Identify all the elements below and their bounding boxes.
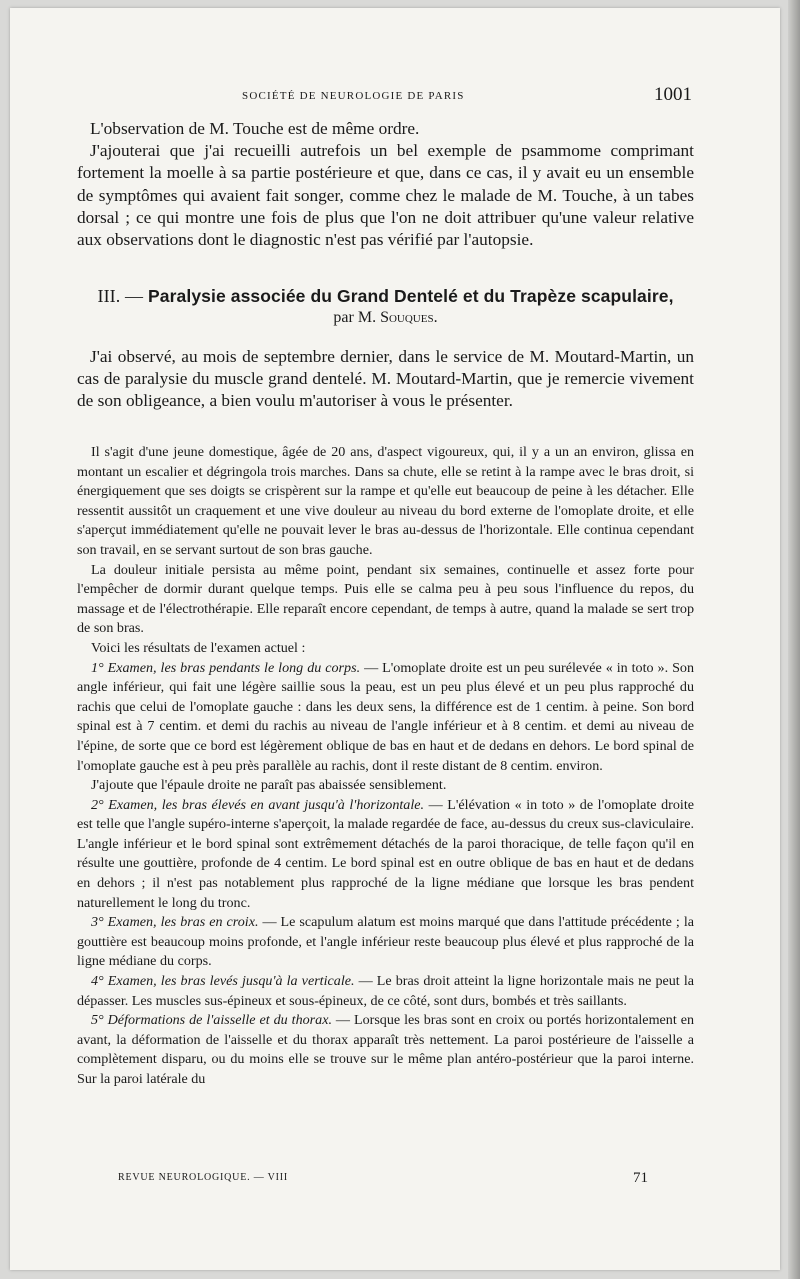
section-byline xyxy=(77,309,694,327)
page-number: 1001 xyxy=(654,84,692,105)
exam-2-text: — L'élévation « in toto » de l'omoplate droite est telle que l'angle supéro-interne s'aperçoit, la malade regardée de face, au-dessus du creux sus-claviculaire. L'angle inférieur et le bord spinal sont extrêmement détachés de la paroi thoracique, de telle façon qu'il en résulte une gouttière, profonde de 4 centim. Le bord spinal est en outre oblique de bas en haut et de dedans en dehors ; il n'est pas notablement plus rapproché de la ligne médiane que lorsque les bras pendent naturellement le long du tronc. xyxy=(77,796,694,911)
author-name: Souques. xyxy=(380,309,438,326)
intro-paragraph-2: J'ajouterai que j'ai recueilli autrefois un bel exemple de psammome comprimant fortement la moelle à sa partie postérieure et que, dans ce cas, il y avait eu un ensemble de symptômes qui avaient fait songer, comme chez le malade de M. Touche, à un tabes dorsal ; ce qui montre une fois de plus que l'on ne doit attribuer qu'une valeur relative aux observations dont le diagnostic n'est pas vérifié par l'autopsie. xyxy=(77,141,694,250)
case-paragraph-3: Voici les résultats de l'examen actuel : xyxy=(91,639,306,656)
exam-5-text: — Lorsque les bras sont en croix ou portés horizontalement en avant, la déformation de l'aisselle et du thorax apparaît très nettement. La paroi postérieure de l'aisselle a complètement disparu, ou du moins elle se trouve sur le même plan antéro-postérieur que la paroi interne. Sur la paroi latérale du xyxy=(77,1012,694,1087)
exam-4 xyxy=(77,972,694,1011)
exam-3 xyxy=(77,913,694,972)
exam-2 xyxy=(77,796,694,914)
case-paragraph-4: J'ajoute que l'épaule droite ne paraît pas abaissée sensiblement. xyxy=(91,777,447,794)
page-header xyxy=(72,84,692,108)
running-title: SOCIÉTÉ DE NEUROLOGIE DE PARIS xyxy=(242,90,465,102)
exam-2-label: 2° Examen, les bras élevés en avant jusqu'à l'horizontale. xyxy=(91,796,425,813)
case-paragraph-2: La douleur initiale persista au même point, pendant six semaines, continuelle et assez forte pour l'empêcher de dormir durant quelque temps. Puis elle se calma peu à peu sous l'influence du repos, du massage et de l'électrothérapie. Elle reparaît encore cependant, de temps à autre, quand la malade se sert trop de son bras. xyxy=(77,561,694,637)
exam-4-text: — Le bras droit atteint la ligne horizontale mais ne peut la dépasser. Les muscles sus-épineux et sous-épineux, de ce côté, sont durs, bombés et très saillants. xyxy=(77,973,694,1009)
exam-1 xyxy=(77,659,694,777)
case-report xyxy=(77,443,694,1090)
byline-prefix: par M. xyxy=(333,309,377,326)
exam-1-text: — L'omoplate droite est un peu surélevée « in toto ». Son angle inférieur, qui fait une légère saillie sous la peau, est un peu plus élevé et un peu plus rapproché du rachis que celui de l'omoplate gauche : dans les deux sens, la différence est de 1 centim. à peine. Son bord spinal est à 7 centim. et demi du rachis au niveau de l'angle inférieur et à 8 centim. et demi au niveau de l'épine, de sorte que ce bord est légèrement oblique de bas en haut et de dedans en dehors. Le bord spinal de l'omoplate gauche est à peu près parallèle au rachis, dont il reste distant de 8 centim. environ. xyxy=(77,659,695,774)
lead-paragraph: J'ai observé, au mois de septembre dernier, dans le service de M. Moutard-Martin, un cas de paralysie du muscle grand dentelé. M. Moutard-Martin, que je remercie vivement de son obligeance, a bien voulu m'autoriser à vous le présenter. xyxy=(77,347,694,411)
section-heading xyxy=(77,286,694,327)
section-title-line xyxy=(77,286,694,307)
section-number: III. — xyxy=(97,286,144,306)
intro-text xyxy=(77,118,694,251)
intro-paragraph-1: L'observation de M. Touche est de même ordre. xyxy=(90,119,420,138)
case-paragraph-1: Il s'agit d'une jeune domestique, âgée de 20 ans, d'aspect vigoureux, qui, il y a un an environ, glissa en montant un escalier et dégringola trois marches. Dans sa chute, elle se retint à la rampe avec le bras droit, si énergiquement que ses doigts se crispèrent sur la rampe et qu'elle eut beaucoup de peine à les détacher. Elle ressentit aussitôt un craquement et une vive douleur au niveau du bord externe de l'omoplate droite, et elle s'aperçut immédiatement qu'elle ne pouvait lever le bras au-dessus de l'horizontale. Elle continua cependant son travail, en se servant surtout de son bras gauche. xyxy=(77,444,694,558)
sheet-number: 71 xyxy=(633,1170,648,1186)
journal-signature: REVUE NEUROLOGIQUE. — VIII xyxy=(118,1172,289,1183)
scan-edge xyxy=(788,0,800,1279)
exam-5 xyxy=(77,1011,694,1089)
exam-3-text: — Le scapulum alatum est moins marqué que dans l'attitude précédente ; la gouttière est beaucoup moins profonde, et l'angle inférieur reste beaucoup plus élevé et plus rapproché de la ligne médiane du corps. xyxy=(77,914,694,970)
exam-4-label: 4° Examen, les bras levés jusqu'à la verticale. xyxy=(91,973,355,990)
exam-1-label: 1° Examen, les bras pendants le long du corps. xyxy=(91,659,361,676)
exam-5-label: 5° Déformations de l'aisselle et du thorax. xyxy=(91,1012,332,1029)
lead-text xyxy=(77,346,694,413)
exam-3-label: 3° Examen, les bras en croix. xyxy=(91,914,259,931)
section-title: Paralysie associée du Grand Dentelé et du Trapèze scapulaire, xyxy=(148,286,674,306)
page-footer xyxy=(118,1170,648,1190)
